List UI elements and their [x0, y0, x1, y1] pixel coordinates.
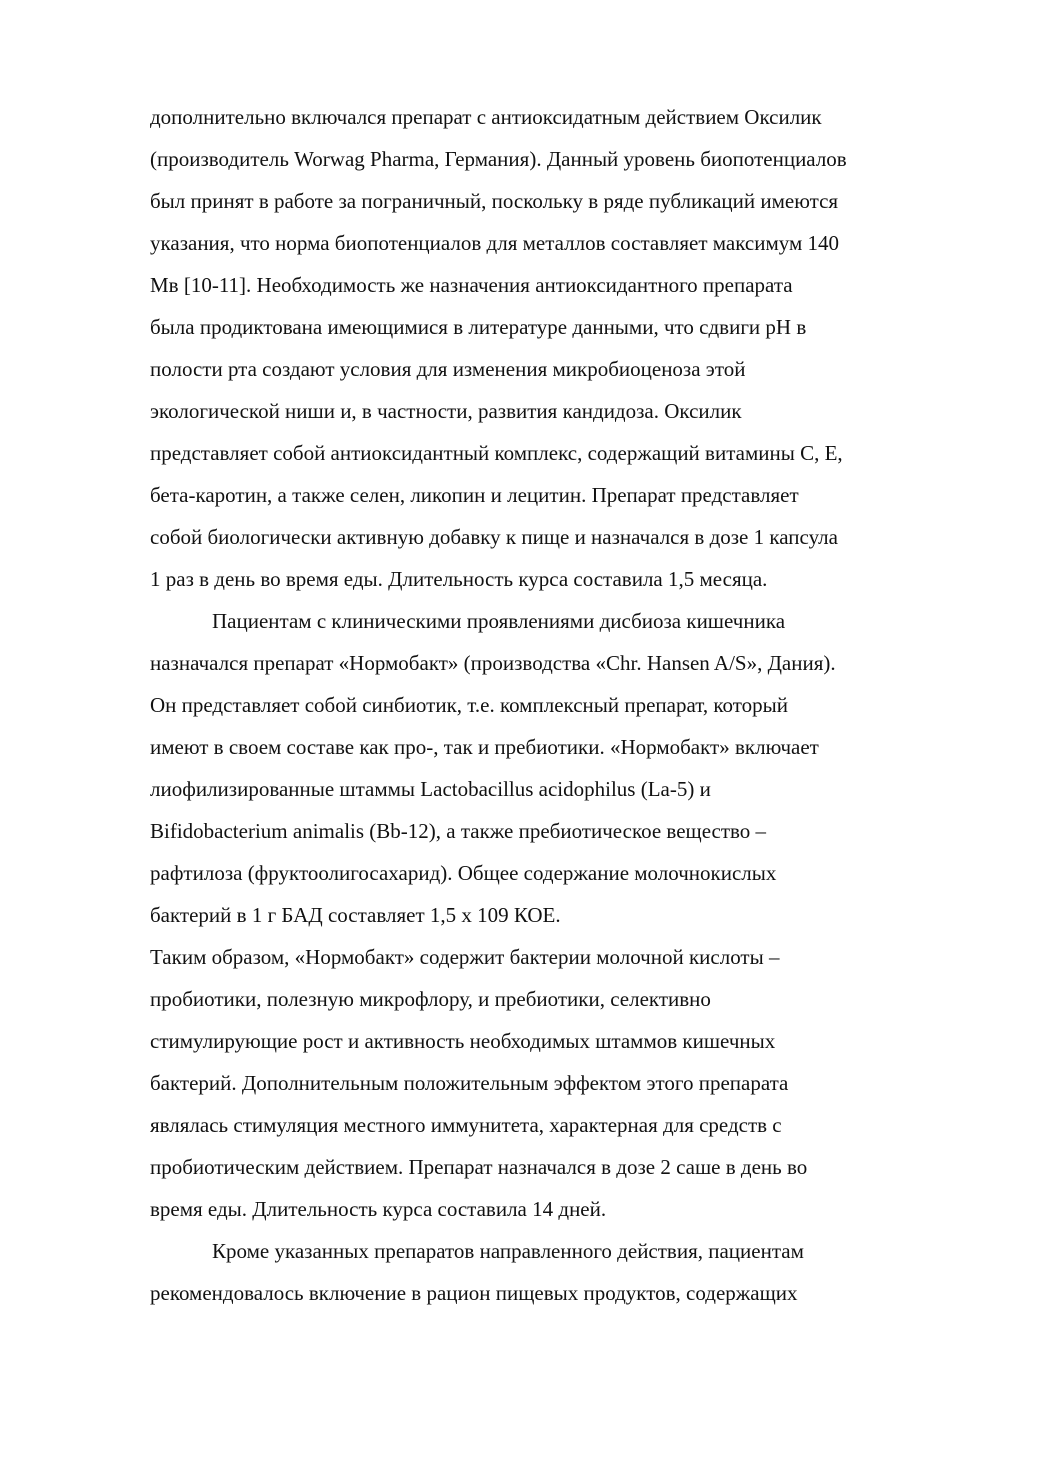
- text-line: пробиотическим действием. Препарат назначался в дозе 2 саше в день во: [150, 1155, 808, 1179]
- text-line: указания, что норма биопотенциалов для металлов составляет максимум 140: [150, 231, 840, 255]
- text-line: 1 раз в день во время еды. Длительность курса составила 1,5 месяца.: [150, 567, 768, 591]
- text-line: дополнительно включался препарат с антиоксидатным действием Оксилик: [150, 105, 822, 129]
- text-line: Таким образом, «Нормобакт» содержит бактерии молочной кислоты –: [150, 945, 780, 969]
- text-line: Пациентам с клиническими проявлениями дисбиоза кишечника: [212, 609, 786, 633]
- text-line: Мв [10-11]. Необходимость же назначения антиоксидантного препарата: [150, 273, 793, 297]
- text-line: бактерий. Дополнительным положительным эффектом этого препарата: [150, 1071, 789, 1095]
- body-text: [150, 96, 980, 1314]
- text-line: бета-каротин, а также селен, ликопин и лецитин. Препарат представляет: [150, 483, 799, 507]
- text-line: являлась стимуляция местного иммунитета, характерная для средств с: [150, 1113, 782, 1137]
- text-line: лиофилизированные штаммы Lactobacillus acidophilus (La-5) и: [150, 777, 711, 801]
- text-line: была продиктована имеющимися в литературе данными, что сдвиги рН в: [150, 315, 807, 339]
- text-line: собой биологически активную добавку к пище и назначался в дозе 1 капсула: [150, 525, 838, 549]
- text-line: полости рта создают условия для изменения микробиоценоза этой: [150, 357, 746, 381]
- text-line: был принят в работе за пограничный, поскольку в ряде публикаций имеются: [150, 189, 839, 213]
- text-line: Bifidobacterium animalis (Bb-12), а также пребиотическое вещество –: [150, 819, 767, 843]
- text-line: рекомендовалось включение в рацион пищевых продуктов, содержащих: [150, 1281, 798, 1305]
- text-line: экологической ниши и, в частности, развития кандидоза. Оксилик: [150, 399, 742, 423]
- paragraph-normobakt: [150, 600, 980, 936]
- text-line: время еды. Длительность курса составила 14 дней.: [150, 1197, 607, 1221]
- text-line: Кроме указанных препаратов направленного действия, пациентам: [212, 1239, 804, 1263]
- text-line: имеют в своем составе как про-, так и пребиотики. «Нормобакт» включает: [150, 735, 819, 759]
- text-line: бактерий в 1 г БАД составляет 1,5 х 109 КОЕ.: [150, 903, 561, 927]
- paragraph-oxilik: [150, 96, 980, 600]
- text-line: (производитель Worwag Pharma, Германия). Данный уровень биопотенциалов: [150, 147, 847, 171]
- paragraph-summary: [150, 936, 980, 1230]
- text-line: рафтилоза (фруктоолигосахарид). Общее содержание молочнокислых: [150, 861, 777, 885]
- text-line: пробиотики, полезную микрофлору, и пребиотики, селективно: [150, 987, 711, 1011]
- text-line: назначался препарат «Нормобакт» (производства «Chr. Hansen A/S», Дания).: [150, 651, 836, 675]
- text-line: стимулирующие рост и активность необходимых штаммов кишечных: [150, 1029, 776, 1053]
- text-line: представляет собой антиоксидантный комплекс, содержащий витамины С, Е,: [150, 441, 843, 465]
- text-line: Он представляет собой синбиотик, т.е. комплексный препарат, который: [150, 693, 788, 717]
- paragraph-diet: [150, 1230, 980, 1314]
